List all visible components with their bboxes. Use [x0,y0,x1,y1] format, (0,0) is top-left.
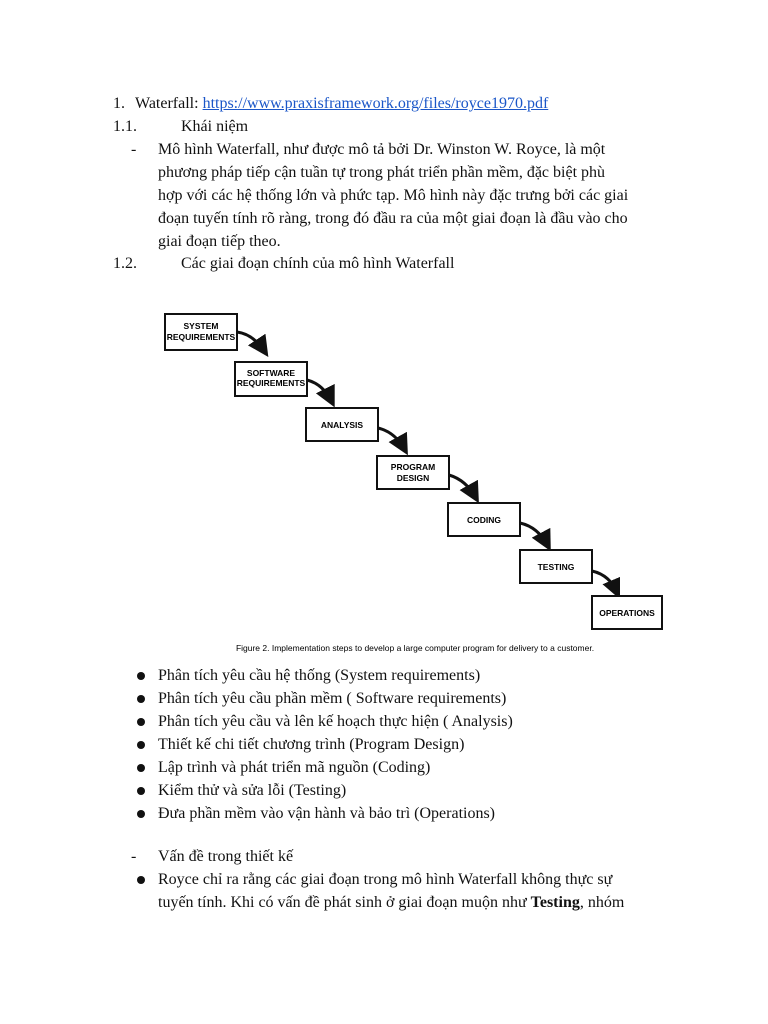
box-label: CODING [467,515,501,525]
section-1-1-title: Khái niệm [181,118,249,135]
testing-box [520,550,592,583]
flow-arrow [237,332,265,352]
design-issue-title: Vấn đề trong thiết kế [158,848,294,865]
section-1-2-number: 1.2. [113,255,137,272]
flow-arrow [449,475,476,498]
flow-arrow [378,428,405,450]
coding-box [448,503,520,536]
phase-item: Đưa phần mềm vào vận hành và bảo trì (Operations) [158,805,496,822]
concept-line-5: giai đoạn tiếp theo. [158,233,281,250]
design-issue-dash: - [131,848,137,865]
flow-arrow [307,380,332,402]
flow-arrow [592,571,618,594]
design-issue-text-end: , nhóm [579,894,625,911]
box-label: PROGRAM [390,462,436,472]
box-label: TESTING [537,562,575,572]
box-label: REQUIREMENTS [236,378,306,388]
design-issue-line-1: Royce chỉ ra rằng các giai đoạn trong mô hình Waterfall không thực sự [158,871,613,888]
box-label: SYSTEM [183,321,219,331]
phase-item: Phân tích yêu cầu hệ thống (System requirements) [158,667,481,684]
flow-arrow [520,523,548,546]
figure-caption [200,640,620,656]
box-label: OPERATIONS [599,608,655,618]
phase-item: Lập trình và phát triển mã nguồn (Coding) [158,759,431,776]
section-1-label: Waterfall: [135,95,203,112]
analysis-box [306,408,378,441]
box-label: SOFTWARE [246,368,296,378]
concept-line-4: đoạn tuyến tính rõ ràng, trong đó đầu ra của một giai đoạn là đầu vào cho [158,210,628,227]
concept-line-2: phương pháp tiếp cận tuần tự trong phát triển phần mềm, đặc biệt phù [158,164,606,181]
waterfall-diagram [150,300,620,660]
concept-line-3: hợp với các hệ thống lớn và phức tạp. Mô hình này đặc trưng bởi các giai [158,187,629,204]
bullet [137,810,145,818]
section-1-2-title: Các giai đoạn chính của mô hình Waterfall [181,255,455,272]
bullet [137,695,145,703]
software-requirements-box [235,362,307,396]
concept-line-1: Mô hình Waterfall, như được mô tả bởi Dr. Winston W. Royce, là một [158,141,606,158]
bullet [137,876,145,884]
section-1-heading [113,93,548,115]
section-1-1-number: 1.1. [113,118,137,135]
royce-paper-link[interactable]: https://www.praxisframework.org/files/royce1970.pdf [202,95,549,112]
bullet [137,718,145,726]
operations-box-frame [590,594,666,632]
phase-item: Phân tích yêu cầu phần mềm ( Software requirements) [158,690,507,707]
box-label: REQUIREMENTS [166,332,236,342]
design-issue-text: tuyến tính. Khi có vấn đề phát sinh ở giai đoạn muộn như [158,894,531,911]
program-design-box [377,456,449,489]
figure-caption-text: Figure 2. Implementation steps to develop a large computer program for delivery to a customer. [235,643,595,653]
design-issue-line-2 [158,892,624,914]
concept-dash: - [131,141,137,158]
box-label: ANALYSIS [320,420,364,430]
bullet [137,741,145,749]
bullet [137,787,145,795]
system-requirements-box [165,314,237,350]
section-1-number: 1. [113,95,125,112]
bullet [137,672,145,680]
testing-emphasis: Testing [530,894,580,911]
phase-item: Phân tích yêu cầu và lên kế hoạch thực hiện ( Analysis) [158,713,513,730]
bullet [137,764,145,772]
phase-item: Thiết kế chi tiết chương trình (Program Design) [158,736,465,753]
box-label: DESIGN [396,473,430,483]
phase-item: Kiểm thử và sửa lỗi (Testing) [158,782,347,799]
